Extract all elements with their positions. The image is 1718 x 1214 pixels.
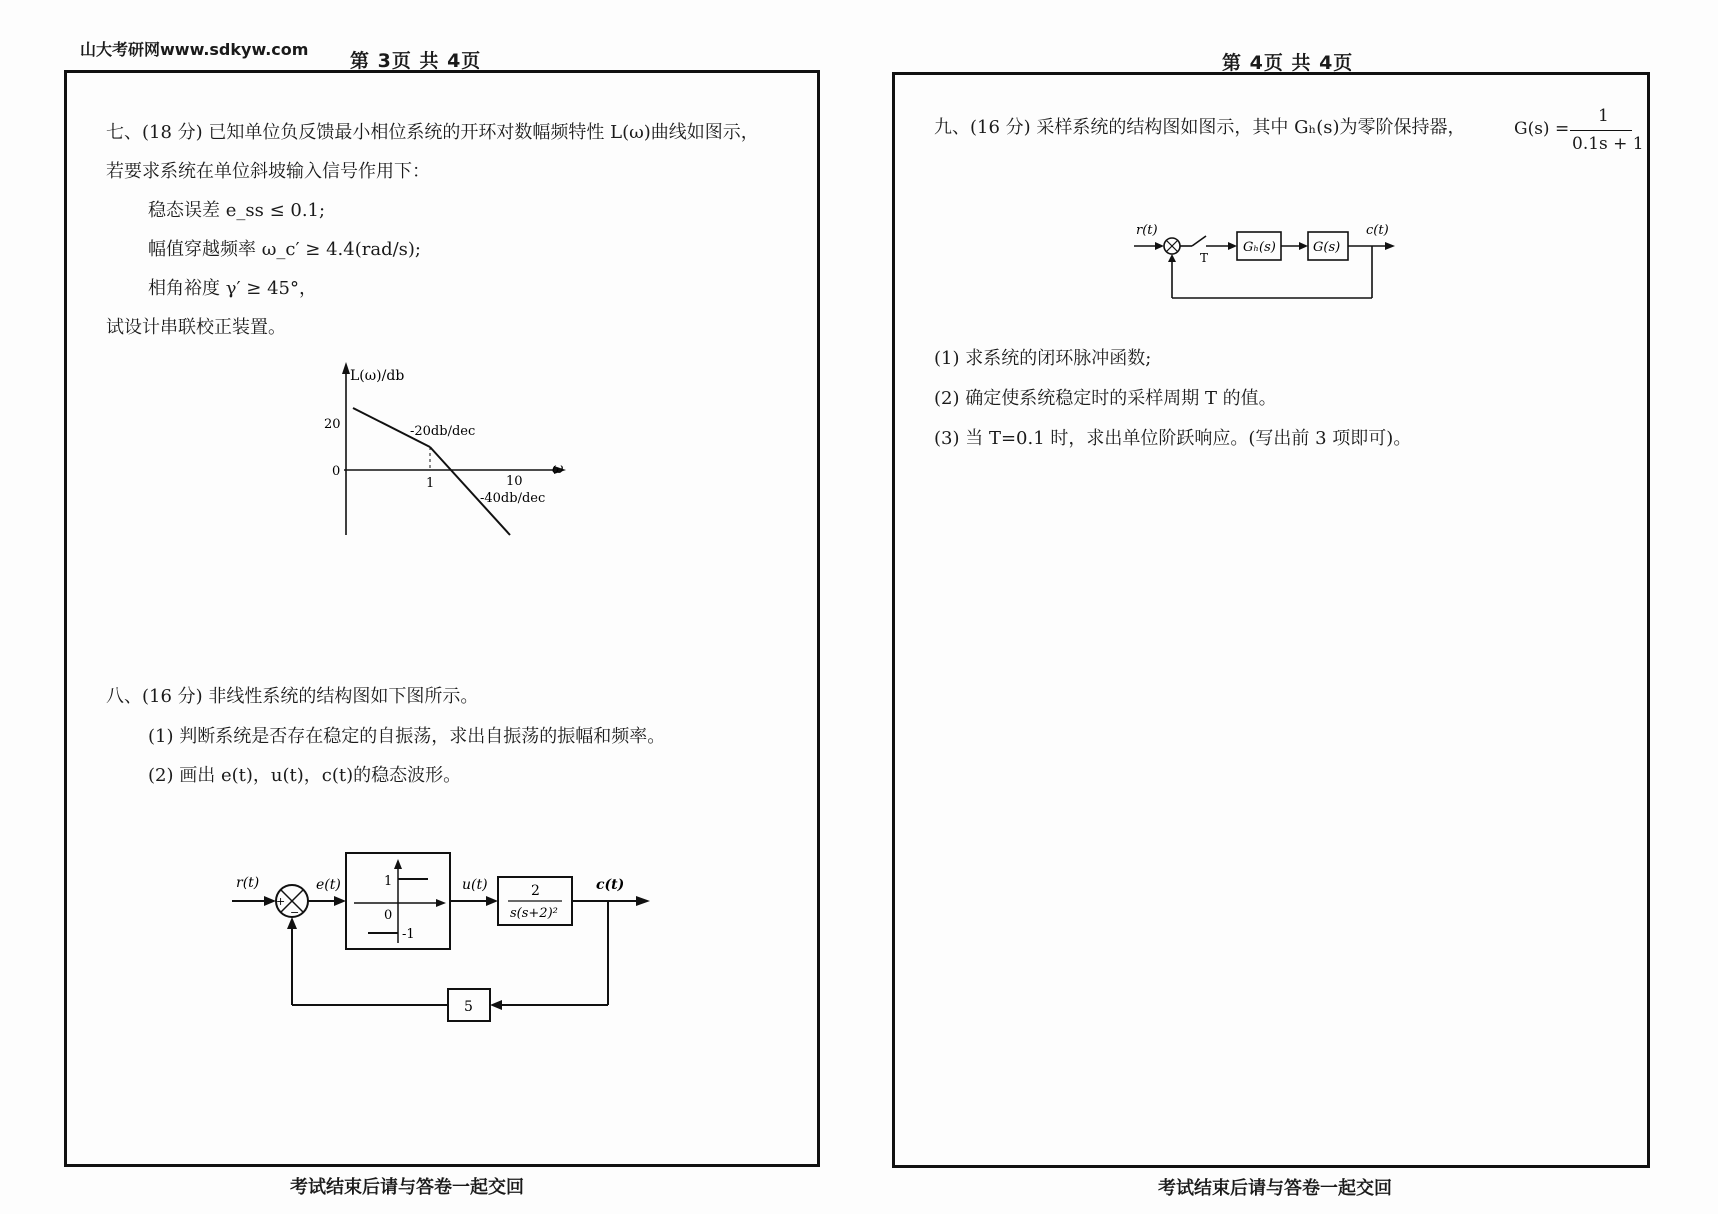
sd-output-label: c(t) [1366, 223, 1389, 238]
q9-sub1: (1) 求系统的闭环脉冲函数; [934, 348, 1152, 369]
bode-magnitude-plot [300, 360, 590, 540]
q7-requirement-phase-margin: 相角裕度 γ′ ≥ 45°， [148, 278, 317, 299]
relay-label-1: 1 [384, 874, 393, 889]
sampler-label: T [1200, 251, 1209, 265]
plant-g-label: G(s) [1313, 240, 1341, 255]
q9-g-numerator: 1 [1598, 106, 1609, 126]
nl-output-arrow [636, 896, 650, 906]
q8-sub2: (2) 画出 e(t)，u(t)，c(t)的稳态波形。 [148, 765, 462, 786]
bode-slope-20-label: -20db/dec [410, 424, 476, 439]
q9-g-lhs: G(s) = [1514, 119, 1570, 139]
plant-numerator: 2 [531, 883, 540, 899]
nonlinear-block-diagram [220, 845, 660, 1030]
sd-feedback-arrow [1168, 254, 1176, 262]
bode-ytick-0: 0 [332, 464, 341, 479]
q8-sub1: (1) 判断系统是否存在稳定的自振荡，求出自振荡的振幅和频率。 [148, 726, 666, 747]
sd-output-arrow [1385, 242, 1395, 250]
sd-zoh-arrow [1299, 242, 1308, 250]
nl-output-label: c(t) [596, 877, 625, 893]
bode-xtick-10: 10 [506, 474, 523, 489]
q9-g-denominator: 0.1s + 1 [1572, 134, 1644, 154]
relay-label-0: 0 [384, 908, 393, 923]
nl-feedback-gain-arrow [490, 1000, 502, 1010]
feedback-gain-value: 5 [464, 999, 473, 1015]
relay-axis-x-arrow [436, 899, 446, 907]
nl-u-arrow [486, 896, 498, 906]
q9-stem: 九、(16 分) 采样系统的结构图如图示，其中 Gₕ(s)为零阶保持器， [934, 117, 1466, 138]
bode-y-arrow [342, 362, 350, 374]
sd-input-arrow [1155, 242, 1164, 250]
q7-requirement-error: 稳态误差 e_ss ≤ 0.1; [148, 200, 326, 221]
relay-label-neg1: -1 [402, 927, 415, 942]
nl-u-label: u(t) [462, 877, 488, 893]
nl-input-arrow [264, 896, 276, 906]
page-number-left: 第 3页 共 4页 [350, 50, 482, 72]
q7-stem-line1: 七、(18 分) 已知单位负反馈最小相位系统的开环对数幅频特性 L(ω)曲线如图示， [106, 122, 759, 143]
nl-error-arrow [334, 896, 346, 906]
plant-denominator: s(s+2)² [510, 906, 558, 921]
nl-sum-minus: − [290, 906, 300, 919]
nl-sum-plus: + [276, 895, 286, 908]
q8-stem: 八、(16 分) 非线性系统的结构图如下图所示。 [106, 686, 479, 707]
bode-slope-40-label: -40db/dec [480, 491, 546, 506]
right-footer: 考试结束后请与答卷一起交回 [1158, 1178, 1392, 1199]
nl-input-label: r(t) [236, 875, 260, 891]
site-watermark: 山大考研网www.sdkyw.com [80, 40, 309, 59]
q7-requirement-crossover: 幅值穿越频率 ω_c′ ≥ 4.4(rad/s); [148, 239, 421, 260]
sampler-switch [1192, 236, 1206, 246]
sd-input-label: r(t) [1136, 223, 1158, 238]
sampled-block-diagram [1130, 218, 1410, 304]
bode-x-label: ω [552, 461, 564, 477]
page-number-right: 第 4页 共 4页 [1222, 52, 1354, 74]
q9-sub2: (2) 确定使系统稳定时的采样周期 T 的值。 [934, 388, 1277, 409]
bode-y-label: L(ω)/db [350, 368, 405, 384]
relay-axis-y-arrow [394, 859, 402, 869]
zoh-label: Gₕ(s) [1243, 240, 1276, 255]
nl-error-label: e(t) [316, 877, 341, 893]
bode-ytick-20: 20 [324, 417, 341, 432]
q9-sub3: (3) 当 T=0.1 时，求出单位阶跃响应。(写出前 3 项即可)。 [934, 428, 1412, 449]
bode-xtick-1: 1 [426, 476, 435, 491]
sd-sampler-arrow [1228, 242, 1237, 250]
q7-ask: 试设计串联校正装置。 [106, 317, 286, 338]
q7-stem-line2: 若要求系统在单位斜坡输入信号作用下： [106, 161, 430, 182]
q9-g-fraction-bar [1570, 130, 1632, 131]
left-footer: 考试结束后请与答卷一起交回 [290, 1177, 524, 1198]
